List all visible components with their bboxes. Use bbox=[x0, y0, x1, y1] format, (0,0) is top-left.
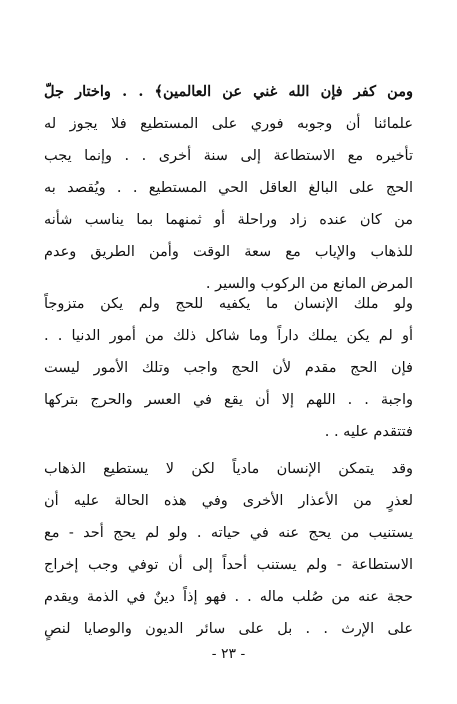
text-line: يستنيب من يحج عنه في حياته . ولو لم يحج أحد - مع bbox=[44, 525, 413, 541]
text-line: حجة عنه من صُلب ماله . . فهو إذاً دينٌ في الذمة ويقدم bbox=[44, 589, 413, 605]
page-number: - ٢٣ - bbox=[211, 646, 246, 662]
text-line: من كان عنده زاد وراحلة أو ثمنهما بما يناسب شأنه bbox=[44, 212, 413, 228]
text-line: الحج على البالغ العاقل الحي المستطيع . . ويُقصد به bbox=[44, 180, 413, 196]
text-line: فإن الحج مقدم لأن الحج واجب وتلك الأمور ليست bbox=[44, 360, 413, 376]
text-line: لعذرٍ من الأعذار الأخرى وفي هذه الحالة عليه أن bbox=[44, 493, 413, 509]
text-line: واجبة . . اللهم إلا أن يقع في العسر والحرج بتركها bbox=[44, 392, 413, 408]
text-line: أو لم يكن يملك داراً وما شاكل ذلك من أمور الدنيا . . bbox=[44, 328, 413, 344]
text-line: ومن كفر فإن الله غني عن العالمين﴾ . . واختار جلّ bbox=[44, 83, 413, 100]
paragraph-3 bbox=[44, 453, 413, 645]
text-line: فتتقدم عليه . . bbox=[324, 424, 413, 440]
text-line: علمائنا أن وجوبه فوري على المستطيع فلا يجوز له bbox=[44, 116, 413, 132]
paragraph-2 bbox=[44, 288, 413, 448]
text-line: للذهاب والإياب مع سعة الوقت وأمن الطريق وعدم bbox=[44, 244, 413, 260]
text-line: على الإرث . . بل على سائر الديون والوصايا لنصٍ bbox=[44, 621, 413, 637]
text-line: وقد يتمكن الإنسان مادياً لكن لا يستطيع الذهاب bbox=[44, 461, 413, 477]
text-line: تأخيره مع الاستطاعة إلى سنة أخرى . . وإنما يجب bbox=[44, 148, 413, 164]
text-line: ولو ملك الإنسان ما يكفيه للحج ولم يكن متزوجاً bbox=[44, 296, 413, 312]
paragraph-1 bbox=[44, 76, 413, 300]
text-line: المرض المانع من الركوب والسير . bbox=[205, 276, 413, 292]
text-line: الاستطاعة - ولم يستنب أحداً إلى أن توفي وجب إخراج bbox=[44, 557, 413, 573]
